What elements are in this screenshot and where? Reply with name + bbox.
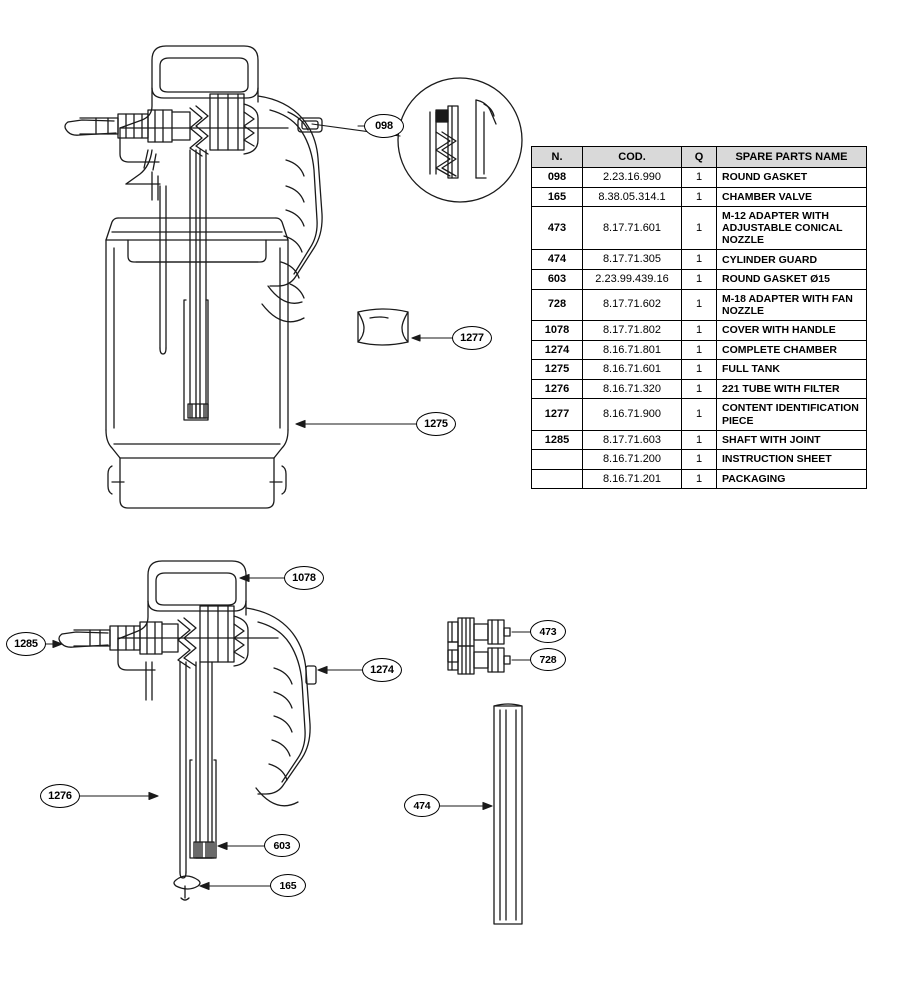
header-cod: COD. bbox=[583, 147, 682, 168]
callout-1277[interactable]: 1277 bbox=[452, 326, 492, 350]
cell-n: 1078 bbox=[532, 320, 583, 340]
header-name: SPARE PARTS NAME bbox=[717, 147, 867, 168]
cell-q: 1 bbox=[682, 469, 717, 489]
cell-q: 1 bbox=[682, 379, 717, 399]
cell-cod: 8.16.71.801 bbox=[583, 340, 682, 360]
cell-name: CONTENT IDENTIFICATION PIECE bbox=[717, 399, 867, 430]
cell-cod: 8.17.71.602 bbox=[583, 289, 682, 320]
callout-1285[interactable]: 1285 bbox=[6, 632, 46, 656]
cell-n: 098 bbox=[532, 168, 583, 188]
cell-q: 1 bbox=[682, 250, 717, 270]
cell-name: M-18 ADAPTER WITH FAN NOZZLE bbox=[717, 289, 867, 320]
cell-name: COMPLETE CHAMBER bbox=[717, 340, 867, 360]
table-header-row bbox=[532, 147, 867, 168]
cell-name: ROUND GASKET bbox=[717, 168, 867, 188]
cell-cod: 8.17.71.603 bbox=[583, 430, 682, 450]
detail-circle-098 bbox=[312, 78, 522, 202]
cell-name: M-12 ADAPTER WITH ADJUSTABLE CONICAL NOZZLE bbox=[717, 207, 867, 250]
table-row bbox=[532, 340, 867, 360]
cell-n: 1285 bbox=[532, 430, 583, 450]
cell-name: CHAMBER VALVE bbox=[717, 187, 867, 207]
cell-cod: 2.23.16.990 bbox=[583, 168, 682, 188]
cell-q: 1 bbox=[682, 340, 717, 360]
callout-165[interactable]: 165 bbox=[270, 874, 306, 897]
cell-q: 1 bbox=[682, 207, 717, 250]
callout-473[interactable]: 473 bbox=[530, 620, 566, 643]
cell-name: COVER WITH HANDLE bbox=[717, 320, 867, 340]
table-row bbox=[532, 450, 867, 470]
cell-name: ROUND GASKET Ø15 bbox=[717, 270, 867, 290]
cell-n bbox=[532, 450, 583, 470]
cell-cod: 8.17.71.802 bbox=[583, 320, 682, 340]
cell-n bbox=[532, 469, 583, 489]
cell-name: FULL TANK bbox=[717, 360, 867, 380]
part-728-art bbox=[448, 642, 458, 662]
cell-cod: 8.38.05.314.1 bbox=[583, 187, 682, 207]
cell-cod: 8.16.71.200 bbox=[583, 450, 682, 470]
table-row bbox=[532, 270, 867, 290]
cell-q: 1 bbox=[682, 320, 717, 340]
cell-name: CYLINDER GUARD bbox=[717, 250, 867, 270]
table-row bbox=[532, 168, 867, 188]
cell-n: 165 bbox=[532, 187, 583, 207]
table-row bbox=[532, 207, 867, 250]
cell-name: PACKAGING bbox=[717, 469, 867, 489]
callout-1276[interactable]: 1276 bbox=[40, 784, 80, 808]
cell-cod: 8.16.71.201 bbox=[583, 469, 682, 489]
cell-n: 728 bbox=[532, 289, 583, 320]
cell-q: 1 bbox=[682, 289, 717, 320]
table-row bbox=[532, 360, 867, 380]
callout-728[interactable]: 728 bbox=[530, 648, 566, 671]
part-1277-art bbox=[358, 309, 408, 345]
cell-cod: 8.17.71.601 bbox=[583, 207, 682, 250]
header-n: N. bbox=[532, 147, 583, 168]
table-row bbox=[532, 289, 867, 320]
table-row bbox=[532, 320, 867, 340]
table-row bbox=[532, 469, 867, 489]
cell-cod: 8.16.71.601 bbox=[583, 360, 682, 380]
table-row bbox=[532, 187, 867, 207]
cell-name: 221 TUBE WITH FILTER bbox=[717, 379, 867, 399]
callout-098[interactable]: 098 bbox=[364, 114, 404, 138]
spare-parts-table bbox=[531, 146, 867, 489]
cell-cod: 8.16.71.320 bbox=[583, 379, 682, 399]
cell-cod: 8.16.71.900 bbox=[583, 399, 682, 430]
cell-n: 1274 bbox=[532, 340, 583, 360]
cell-q: 1 bbox=[682, 399, 717, 430]
cell-name: SHAFT WITH JOINT bbox=[717, 430, 867, 450]
table-row bbox=[532, 430, 867, 450]
cell-q: 1 bbox=[682, 168, 717, 188]
cell-q: 1 bbox=[682, 270, 717, 290]
table-row bbox=[532, 379, 867, 399]
callout-474[interactable]: 474 bbox=[404, 794, 440, 817]
top-sprayer-assembly bbox=[65, 46, 322, 508]
cell-n: 1276 bbox=[532, 379, 583, 399]
cell-name: INSTRUCTION SHEET bbox=[717, 450, 867, 470]
header-q: Q bbox=[682, 147, 717, 168]
callout-1078[interactable]: 1078 bbox=[284, 566, 324, 590]
cell-n: 1275 bbox=[532, 360, 583, 380]
cell-q: 1 bbox=[682, 187, 717, 207]
cell-q: 1 bbox=[682, 450, 717, 470]
cell-cod: 2.23.99.439.16 bbox=[583, 270, 682, 290]
callout-1275[interactable]: 1275 bbox=[416, 412, 456, 436]
callout-603[interactable]: 603 bbox=[264, 834, 300, 857]
cell-n: 603 bbox=[532, 270, 583, 290]
cell-cod: 8.17.71.305 bbox=[583, 250, 682, 270]
cell-n: 474 bbox=[532, 250, 583, 270]
part-728-art2 bbox=[448, 646, 510, 674]
part-474-art bbox=[494, 704, 522, 924]
cell-n: 473 bbox=[532, 207, 583, 250]
cell-n: 1277 bbox=[532, 399, 583, 430]
cell-q: 1 bbox=[682, 430, 717, 450]
cell-q: 1 bbox=[682, 360, 717, 380]
table-row bbox=[532, 250, 867, 270]
table-row bbox=[532, 399, 867, 430]
callout-1274[interactable]: 1274 bbox=[362, 658, 402, 682]
